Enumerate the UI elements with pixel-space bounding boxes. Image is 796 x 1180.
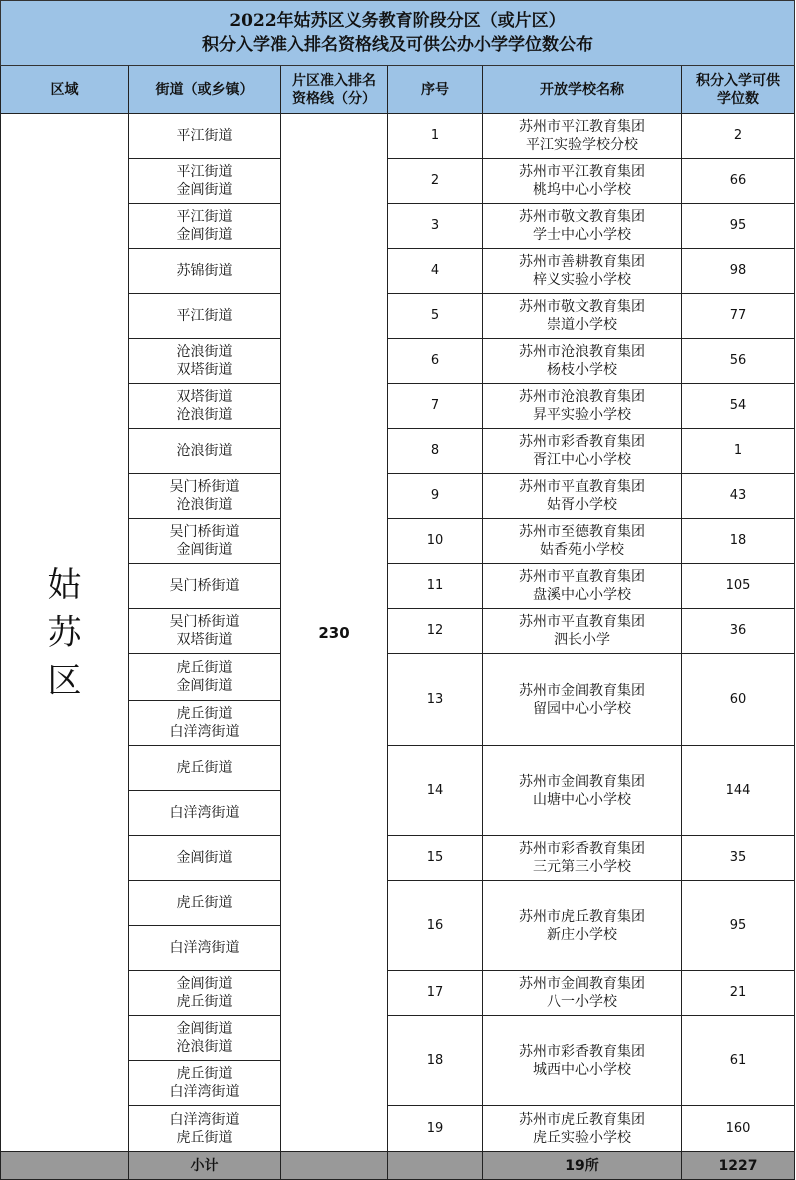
seq-cell	[388, 746, 483, 836]
school-cell	[483, 384, 682, 429]
school-cell	[483, 881, 682, 971]
street-cell	[129, 294, 281, 339]
seq-cell	[388, 384, 483, 429]
seq-number: 5	[430, 308, 440, 323]
seats-cell	[682, 881, 795, 971]
seq-number: 15	[426, 850, 444, 865]
score-value: 230	[318, 623, 350, 642]
seats-cell	[682, 1106, 795, 1152]
school-name-line: 虎丘实验小学校	[533, 1129, 631, 1146]
seq-number: 18	[426, 1052, 444, 1068]
seq-number: 8	[430, 443, 440, 458]
school-name-line: 桃坞中心小学校	[533, 182, 631, 198]
seats-cell	[682, 114, 795, 159]
school-name-line: 苏州市虎丘教育集团	[519, 1111, 645, 1128]
street-name: 金阊街道	[176, 976, 233, 992]
street-name: 白洋湾街道	[169, 805, 240, 821]
seats-value: 98	[729, 263, 747, 278]
street-name: 虎丘街道	[176, 994, 233, 1010]
school-cell	[483, 609, 682, 654]
seq-number: 7	[430, 398, 440, 413]
street-cell	[129, 384, 281, 429]
street-cell	[129, 1106, 281, 1152]
footer-label-cell	[129, 1152, 281, 1180]
street-cell	[129, 474, 281, 519]
seq-number: 11	[426, 578, 444, 593]
title-line-2: 积分入学准入排名资格线及可供公办小学学位数公布	[202, 35, 593, 55]
seats-cell	[682, 339, 795, 384]
school-name-line: 苏州市彩香教育集团	[519, 1043, 645, 1060]
header-score-label-1: 片区准入排名	[292, 72, 376, 89]
street-name: 虎丘街道	[176, 760, 233, 776]
school-name-line: 苏州市善耕教育集团	[519, 254, 645, 270]
seq-number: 4	[430, 263, 440, 278]
school-name-line: 城西中心小学校	[533, 1061, 631, 1078]
seats-cell	[682, 159, 795, 204]
school-name-line: 苏州市平直教育集团	[519, 614, 645, 630]
footer-score-cell	[281, 1152, 388, 1180]
school-name-line: 苏州市彩香教育集团	[519, 841, 645, 857]
seats-value: 56	[729, 353, 747, 368]
score-cell	[281, 114, 388, 1152]
header-score-label-2: 资格线（分）	[292, 90, 376, 107]
seq-number: 12	[426, 623, 444, 638]
street-cell	[129, 881, 281, 926]
seats-cell	[682, 474, 795, 519]
street-name: 沧浪街道	[176, 443, 233, 459]
street-name: 金阊街道	[176, 542, 233, 558]
seq-number: 3	[430, 218, 440, 233]
seq-cell	[388, 881, 483, 971]
street-name: 双塔街道	[176, 389, 233, 405]
street-name: 吴门桥街道	[169, 614, 240, 630]
school-name-line: 苏州市敬文教育集团	[519, 209, 645, 225]
seq-number: 2	[430, 173, 440, 188]
school-name-line: 苏州市平江教育集团	[519, 119, 645, 135]
seats-value: 95	[729, 917, 747, 933]
street-cell	[129, 519, 281, 564]
header-street	[129, 66, 281, 114]
seats-cell	[682, 519, 795, 564]
street-name: 沧浪街道	[176, 344, 233, 360]
school-name-line: 胥江中心小学校	[533, 452, 631, 468]
school-cell	[483, 1106, 682, 1152]
street-cell	[129, 1061, 281, 1106]
school-name-line: 苏州市虎丘教育集团	[519, 908, 645, 925]
school-cell	[483, 519, 682, 564]
street-name: 双塔街道	[176, 632, 233, 648]
seq-cell	[388, 339, 483, 384]
seats-value: 43	[729, 488, 747, 503]
seats-cell	[682, 971, 795, 1016]
street-name: 白洋湾街道	[169, 724, 240, 740]
street-name: 虎丘街道	[176, 1066, 233, 1082]
seq-number: 16	[426, 917, 444, 933]
street-name: 金阊街道	[176, 850, 233, 866]
street-cell	[129, 971, 281, 1016]
seq-cell	[388, 249, 483, 294]
seq-cell	[388, 294, 483, 339]
street-name: 金阊街道	[176, 182, 233, 198]
seq-cell	[388, 971, 483, 1016]
seq-number: 19	[426, 1120, 444, 1136]
school-name-line: 平江实验学校分校	[526, 137, 638, 153]
school-name-line: 梓义实验小学校	[533, 272, 631, 288]
street-name: 平江街道	[176, 128, 233, 144]
seq-cell	[388, 1106, 483, 1152]
street-cell	[129, 654, 281, 701]
school-name-line: 八一小学校	[547, 994, 617, 1010]
seats-value: 144	[725, 782, 751, 798]
school-name-line: 崇道小学校	[547, 317, 617, 333]
seats-value: 35	[729, 850, 747, 865]
school-name-line: 姑香苑小学校	[540, 542, 624, 558]
seats-cell	[682, 1016, 795, 1106]
school-name-line: 学士中心小学校	[533, 227, 631, 243]
school-name-line: 昇平实验小学校	[533, 407, 631, 423]
street-name: 沧浪街道	[176, 497, 233, 513]
street-cell	[129, 791, 281, 836]
table-title	[0, 0, 795, 66]
school-cell	[483, 339, 682, 384]
seq-number: 17	[426, 985, 444, 1000]
street-cell	[129, 339, 281, 384]
seats-cell	[682, 294, 795, 339]
footer-schools-count: 19所	[565, 1157, 599, 1174]
seats-value: 2	[733, 128, 743, 143]
street-cell	[129, 249, 281, 294]
seq-cell	[388, 836, 483, 881]
school-cell	[483, 429, 682, 474]
school-cell	[483, 474, 682, 519]
seats-value: 61	[729, 1052, 747, 1068]
seq-number: 6	[430, 353, 440, 368]
school-name-line: 留园中心小学校	[533, 700, 631, 717]
school-cell	[483, 204, 682, 249]
school-cell	[483, 836, 682, 881]
street-name: 吴门桥街道	[169, 578, 240, 594]
seq-cell	[388, 609, 483, 654]
footer-seq-cell	[388, 1152, 483, 1180]
school-name-line: 苏州市彩香教育集团	[519, 434, 645, 450]
street-name: 虎丘街道	[176, 1129, 233, 1146]
region-cell	[0, 114, 129, 1152]
seq-cell	[388, 654, 483, 746]
seats-value: 95	[729, 218, 747, 233]
school-name-line: 盘溪中心小学校	[533, 587, 631, 603]
header-street-label: 街道（或乡镇）	[155, 81, 254, 98]
school-name-line: 三元第三小学校	[533, 859, 631, 875]
school-name-line: 山塘中心小学校	[533, 791, 631, 808]
school-name-line: 苏州市平直教育集团	[519, 569, 645, 585]
header-seats	[682, 66, 795, 114]
school-name-line: 苏州市金阊教育集团	[519, 976, 645, 992]
seats-value: 1	[733, 443, 743, 458]
seats-cell	[682, 564, 795, 609]
footer-schools-cell	[483, 1152, 682, 1180]
street-cell	[129, 114, 281, 159]
school-name-line: 苏州市金阊教育集团	[519, 773, 645, 790]
seats-value: 105	[725, 578, 751, 593]
school-name-line: 苏州市沧浪教育集团	[519, 389, 645, 405]
street-name: 金阊街道	[176, 1021, 233, 1037]
seats-value: 54	[729, 398, 747, 413]
street-cell	[129, 204, 281, 249]
seats-value: 36	[729, 623, 747, 638]
school-cell	[483, 746, 682, 836]
seats-cell	[682, 609, 795, 654]
street-cell	[129, 836, 281, 881]
school-name-line: 新庄小学校	[547, 926, 617, 943]
header-school	[483, 66, 682, 114]
street-name: 虎丘街道	[176, 706, 233, 722]
street-name: 平江街道	[176, 164, 233, 180]
seats-cell	[682, 836, 795, 881]
school-name-line: 杨枝小学校	[547, 362, 617, 378]
school-name-line: 泗长小学	[554, 632, 610, 648]
footer-seats-cell	[682, 1152, 795, 1180]
seats-value: 21	[729, 985, 747, 1000]
region-char: 苏	[47, 612, 82, 653]
street-cell	[129, 1016, 281, 1061]
header-seats-label-2: 学位数	[717, 90, 759, 107]
street-cell	[129, 159, 281, 204]
street-name: 双塔街道	[176, 362, 233, 378]
school-cell	[483, 654, 682, 746]
region-char: 区	[47, 660, 82, 701]
seq-number: 14	[426, 782, 444, 798]
seq-cell	[388, 519, 483, 564]
seq-cell	[388, 474, 483, 519]
header-seq-label: 序号	[421, 81, 449, 98]
street-name: 平江街道	[176, 308, 233, 324]
school-name-line: 苏州市敬文教育集团	[519, 299, 645, 315]
street-name: 吴门桥街道	[169, 479, 240, 495]
school-cell	[483, 294, 682, 339]
street-name: 白洋湾街道	[169, 1084, 240, 1100]
seats-cell	[682, 654, 795, 746]
seats-value: 60	[729, 691, 747, 707]
street-cell	[129, 746, 281, 791]
street-name: 白洋湾街道	[169, 1111, 240, 1128]
header-seats-label-1: 积分入学可供	[696, 72, 780, 89]
seq-cell	[388, 1016, 483, 1106]
header-region	[0, 66, 129, 114]
school-cell	[483, 1016, 682, 1106]
seq-number: 13	[426, 691, 444, 707]
footer-region-cell	[0, 1152, 129, 1180]
street-cell	[129, 429, 281, 474]
street-name: 虎丘街道	[176, 660, 233, 676]
street-cell	[129, 609, 281, 654]
school-name-line: 苏州市至德教育集团	[519, 524, 645, 540]
school-cell	[483, 564, 682, 609]
street-name: 吴门桥街道	[169, 524, 240, 540]
seats-cell	[682, 746, 795, 836]
seats-cell	[682, 204, 795, 249]
school-cell	[483, 249, 682, 294]
header-seq	[388, 66, 483, 114]
seats-cell	[682, 429, 795, 474]
seats-value: 77	[729, 308, 747, 323]
street-name: 虎丘街道	[176, 895, 233, 911]
street-name: 沧浪街道	[176, 1039, 233, 1055]
header-school-label: 开放学校名称	[540, 81, 624, 98]
school-cell	[483, 114, 682, 159]
street-name: 白洋湾街道	[169, 940, 240, 956]
seq-number: 9	[430, 488, 440, 503]
seats-value: 66	[729, 173, 747, 188]
school-name-line: 苏州市平直教育集团	[519, 479, 645, 495]
title-line-1: 2022年姑苏区义务教育阶段分区（或片区）	[229, 11, 566, 31]
seq-cell	[388, 564, 483, 609]
school-name-line: 苏州市沧浪教育集团	[519, 344, 645, 360]
street-name: 金阊街道	[176, 678, 233, 694]
region-name	[48, 561, 82, 705]
seats-cell	[682, 384, 795, 429]
street-cell	[129, 926, 281, 971]
school-cell	[483, 971, 682, 1016]
seq-number: 10	[426, 533, 444, 548]
school-name-line: 苏州市平江教育集团	[519, 164, 645, 180]
region-char: 姑	[47, 564, 82, 605]
seats-cell	[682, 249, 795, 294]
header-region-label: 区域	[50, 81, 79, 98]
seq-cell	[388, 429, 483, 474]
street-name: 金阊街道	[176, 227, 233, 243]
header-score	[281, 66, 388, 114]
school-name-line: 姑胥小学校	[547, 497, 617, 513]
street-name: 苏锦街道	[176, 263, 233, 279]
seats-value: 160	[725, 1120, 751, 1136]
footer-seats-total: 1227	[718, 1157, 758, 1174]
school-name-line: 苏州市金阊教育集团	[519, 682, 645, 699]
footer-label: 小计	[190, 1157, 219, 1174]
seq-cell	[388, 114, 483, 159]
seq-cell	[388, 204, 483, 249]
street-name: 平江街道	[176, 209, 233, 225]
seats-value: 18	[729, 533, 747, 548]
street-cell	[129, 564, 281, 609]
street-cell	[129, 701, 281, 746]
school-cell	[483, 159, 682, 204]
street-name: 沧浪街道	[176, 407, 233, 423]
seq-cell	[388, 159, 483, 204]
seq-number: 1	[430, 128, 440, 143]
